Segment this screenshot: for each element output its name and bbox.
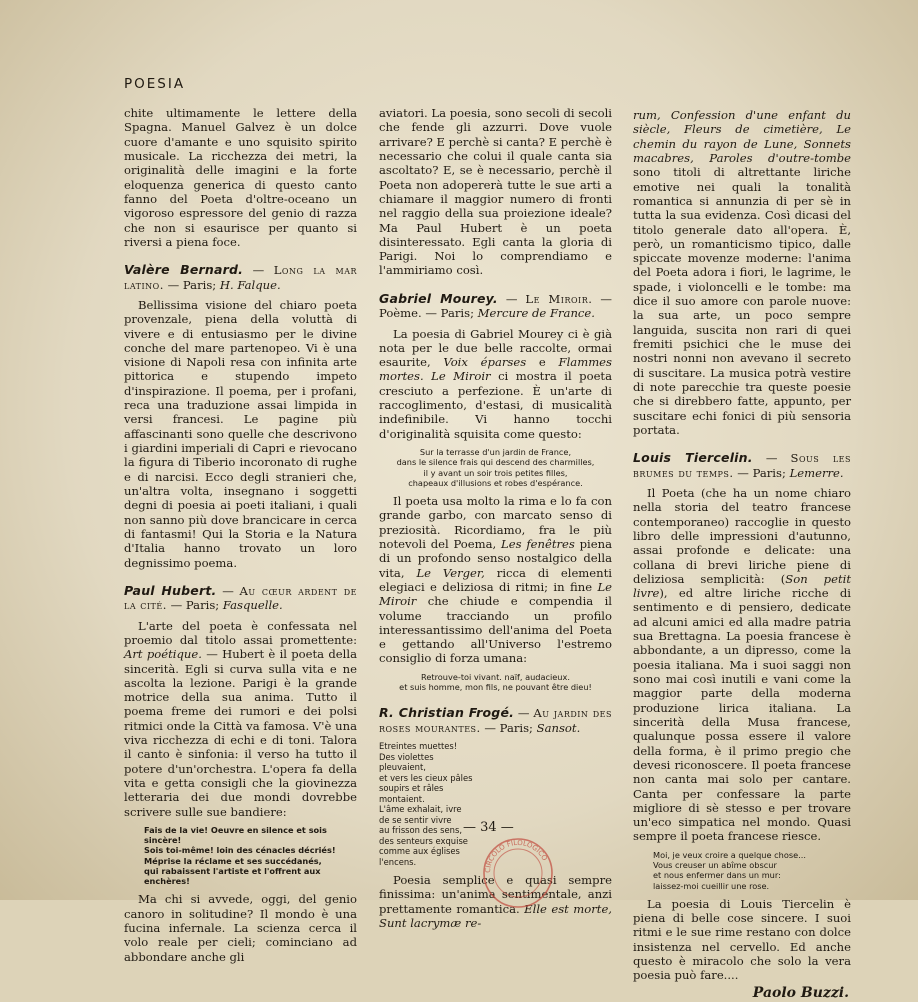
- review-book-title: Long la mar latino.: [124, 263, 357, 292]
- review-publisher: H. Falque.: [219, 277, 281, 292]
- review-author: Gabriel Mourey.: [379, 290, 498, 306]
- review-publisher: Sansot.: [536, 720, 581, 735]
- review-body: La poesia di Gabriel Mourey ci è già nota per le due belle raccolte, ormai esaurite, Voix éparses e Flammes mortes. Le Miroir ci mostra il poeta cresciuto a perfezione. È un'arte di raccoglimento, d'estasi, di musicalità indefinibile. Vi hanno tocchi d'originalità squisita come questo:: [379, 326, 613, 441]
- column-1: [124, 106, 357, 964]
- review-author: Louis Tiercelin.: [633, 450, 753, 466]
- library-stamp: [478, 833, 558, 913]
- column-3: [633, 108, 851, 1002]
- quoted-verse: Moi, je veux croire a quelque chose... Vous creuser un abîme obscur et nous enfermer dans un mur: laissez-moi cueillir une rose.: [653, 849, 806, 891]
- quoted-poem: Etreintes muettes! Des violettes pleuvaient, et vers les cieux pâles soupirs et râles montaient. L'âme exhalait, ivre de se sentir vivre au frisson des sens, des senteurs exquise comme aux églises l'encens.: [379, 741, 473, 867]
- review-mourey: Gabriel Mourey. — Le Miroir. — Poème. — Paris; Mercure de France. La poesia di Gabriel Mourey ci è già nota per le due belle raccolte, ormai esaurite, Voix éparses e Flammes mortes. Le Miroir ci mostra il poeta cresciuto a perfezione. È un'arte di raccoglimento, d'estasi, di musicalità indefinibile. Vi hanno tocchi d'originalità squisita come questo: Sur la terrasse d'un jardin de France, dans le silence frais qui descend des charmilles, il y avant un soir trois petites filles, chapeaux d'illusions et robes d'espérance. Il poeta usa molto la rima e lo fa con grande garbo, con marcato senso di preziosità. Ricordiamo, fra le più notevoli del Poema, Les fenêtres piena di un profondo senso nostalgico della vita, Le Verger, ricca di elementi elegiaci e deliziosa di ritmi; in fine Le Miroir che chiude e compendia il volume tracciando un profilo interessantissimo dell'anima del Poeta e gettando all'Universo l'estremo consiglio di forza umana: Retrouve-toi vivant. naïf, audacieux. et suis homme, mon fils, ne pouvant être dieu!: [379, 290, 613, 692]
- review-bernard: Valère Bernard. — Long la mar latino. — Paris; H. Falque. Bellissima visione del chiaro poeta provenzale, piena della voluttà di vivere e di entusiasmo per le divine conche del mare partenopeo. Vi è una visione di Napoli resa con infinita arte pittorica e stupendo impeto d'inspirazione. Il poema, per i profani, reca una traduzione assai limpida in versi francesi. Le pagine più affascinanti sono quelle che descrivono i giardini imperiali di Capri e rievocano la figura di Tiberio incoronato di rughe e di narcisi. Ecco degli stranieri che, un'altra volta, insegnano i soggetti degni di poesia ai poeti italiani, i quali non sanno più dove brancicare in cerca di fantasmi! Qui la Storia e la Natura d'Italia hanno trovato un loro degnissimo poema.: [124, 262, 357, 570]
- review-publisher: Lemerre.: [789, 465, 844, 480]
- review-froge: R. Christian Frogé. — Au jardin des roses mourantes. — Paris; Sansot. Etreintes muettes! Des violettes pleuvaient, et vers les cieux pâles soupirs et râles montaient. L'âme exhalait, ivre de se sentir vivre au frisson des sens, des senteurs exquise comme aux églises l'encens. Poesia semplice e quasi sempre finissima: un'anima sentimentale, anzi prettamente romantica. Elle est morte, Sunt lacrymæ re-: [379, 705, 612, 930]
- stamp-text: CIRCOLO FILOLOGICO: [483, 838, 549, 874]
- review-book-title: Au jardin des roses mourantes.: [379, 706, 612, 735]
- col2-intro-paragraph: aviatori. La poesia, sono secoli di secoli che fende gli azzurri. Dove vuole arrivare? E perchè si canta? E perchè è necessario che colui il quale canta sia ascoltato? E, se è necessario, perchè il Poeta non adopererà tutte le sue arti a chiamare il maggior numero di fronti nel raggio della sua proiezione ideale? Ma Paul Hubert è un poeta disinteressato. Egli canta la gloria di Parigi. Noi lo comprendiamo e l'ammiriamo così.: [379, 106, 612, 278]
- col3-intro-paragraph: rum, Confession d'une enfant du siècle, Fleurs de cimetière, Le chemin du rayon de Lune, Sonnets macabres, Paroles d'outre-tombe sono titoli di altrettante liriche emotive nei quali la tonalità romantica si annunzia di per sè in tutta la sua evidenza. Così dicasi del titolo generale dato all'opera. È, però, un romanticismo tipico, dalle spiccate movenze moderne: l'anima del Poeta adora i fiori, le lagrime, le spade, i violoncelli e le tombe: ma dice il suo amore con parole nuove: la sua arte, un poco sempre languida, suscita non rari di quei fremiti psichici che le muse dei nostri nonni non avevano il secreto di suscitare. La musica potrà vestire di note parecchie tra queste poesie che si direbbero fatte, appunto, per suscitare echi fonici di più sensoria portata.: [633, 108, 851, 437]
- review-author: Paul Hubert.: [124, 582, 217, 598]
- svg-text:CIRCOLO FILOLOGICO: [484, 839, 549, 873]
- author-signature: Paolo Buzzi.: [752, 984, 849, 1001]
- page-number: — 34 —: [463, 820, 514, 835]
- review-tiercelin: Louis Tiercelin. — Sous les brumes du temps. — Paris; Lemerre. Il Poeta (che ha un nome chiaro nella storia del teatro francese contemporaneo) raccoglie in questo libro delle impressioni d'autunno, assai profonde e delicate: una collana di brevi liriche piene di deliziosa semplicità: (Son petit livre), ed altre liriche ricche di sentimento e di pensiero, dedicate ad alcuni amici ed alla madre patria sua Brettagna. La poesia francese è abbondante, a un dipresso, come la poesia italiana. Ma i suoi saggi non sono mai così inutili e vani come la maggior parte della moderna produzione lirica italiana. La sincerità della Musa francese, qualunque possa essere il valore della forma, è il primo pregio che devesi riconoscere. Il poeta francese non canta mai solo per cantare. Canta per confessare la parte migliore di sè stesso e per trovare un'eco simpatica nel mondo. Quasi sempre il poeta francese riesce. Moi, je veux croire a quelque chose... Vous creuser un abîme obscur et nous enfermer dans un mur: laissez-moi cueillir une rose. La poesia di Louis Tiercelin è piena di belle cose sincere. I suoi ritmi e le sue rime restano con dolce insistenza nel cervello. Ed anche questo è miracolo che solo la vera poesia può fare....: [633, 450, 851, 983]
- column-2: [379, 106, 612, 930]
- review-body: Bellissima visione del chiaro poeta provenzale, piena della voluttà di vivere e di entusiasmo per le divine conche del mare partenopeo. Vi è una visione di Napoli resa con infinita arte pittorica e stupendo impeto d'inspirazione. Il poema, per i profani, reca una traduzione assai limpida in versi francesi. Le pagine più affascinanti sono quelle che descrivono i giardini imperiali di Capri e rievocano la figura di Tiberio incoronato di rughe e di narcisi. Ecco degli stranieri che, un'altra volta, insegnano i soggetti degni di poesia ai poeti italiani, i quali non sanno più dove brancicare in cerca di fantasmi! Qui la Storia e la Natura d'Italia hanno trovato un loro degnissimo poema.: [124, 297, 357, 570]
- review-publisher: Fasquelle.: [222, 598, 283, 613]
- review-hubert: Paul Hubert. — Au cœur ardent de la cité. — Paris; Fasquelle. L'arte del poeta è confessata nel proemio dal titolo assai promettente: Art poétique. — Hubert è il poeta della sincerità. Egli si curva sulla vita e ne ascolta la lezione. Parigi è la grande motrice della sua anima. Tutto il poema freme dei rumori e dei polsi ritmici onde la Città va famosa. V'è una viva ricchezza di echi e di toni. Talora il canto è sinfonia: il verso ha tutto il potere d'un'orchestra. L'opera fa della vita e getta consigli che la giovinezza letteraria dei due mondi dovrebbe scrivere sulle sue bandiere: Fais de la vie! Oeuvre en silence et sois sincère! Sois toi-même! loin des cénacles décriés! Méprise la réclame et ses succédanés, qui rabaissent l'artiste et l'offrent aux enchères! Ma chi si avvede, oggi, del genio canoro in solitudine? Il mondo è una fucina infernale. La scienza cerca il volo reale per cieli; cominciano ad abbondare anche gli: [124, 582, 357, 964]
- review-body: Il Poeta (che ha un nome chiaro nella storia del teatro francese contemporaneo) raccoglie in questo libro delle impressioni d'autunno, assai profonde e delicate: una collana di brevi liriche piene di deliziosa semplicità: (Son petit livre), ed altre liriche ricche di sentimento e di pensiero, dedicate ad alcuni amici ed alla madre patria sua Brettagna. La poesia francese è abbondante, a un dipresso, come la poesia italiana. Ma i suoi saggi non sono mai così inutili e vani come la maggior parte della moderna produzione lirica italiana. La sincerità della Musa francese, qualunque possa essere il valore della forma, è il primo pregio che devesi riconoscere. Il poeta francese non canta mai solo per cantare. Canta per confessare la parte migliore di sè stesso e per trovare un'eco simpatica nel mondo. Quasi sempre il poeta francese riesce.: [633, 485, 851, 844]
- review-body-continued: La poesia di Louis Tiercelin è piena di belle cose sincere. I suoi ritmi e le sue rime restano con dolce insistenza nel cervello. Ed anche questo è miracolo che solo la vera poesia può fare....: [633, 896, 851, 983]
- review-author: R. Christian Frogé.: [379, 705, 515, 721]
- journal-title: POESIA: [124, 76, 186, 92]
- review-body-continued: Il poeta usa molto la rima e lo fa con grande garbo, con marcato senso di preziosità. Ricordiamo, fra le più notevoli del Poema, Les fenêtres piena di un profondo senso nostalgico della vita, Le Verger, ricca di elementi elegiaci e deliziosa di ritmi; in fine Le Miroir che chiude e compendia il volume tracciando un profilo interessantissimo dell'anima del Poeta e gettando all'Universo l'estremo consiglio di forza umana:: [379, 494, 613, 666]
- review-book-title: Sous les brumes du temps.: [633, 451, 851, 480]
- review-body-continued: Ma chi si avvede, oggi, del genio canoro in solitudine? Il mondo è una fucina infernale. La scienza cerca il volo reale per cieli; cominciano ad abbondare anche gli: [124, 892, 357, 964]
- review-book-title: Le Miroir.: [525, 291, 593, 306]
- review-body: Poesia semplice e quasi sempre finissima: un'anima sentimentale, anzi prettamente romantica. Elle est morte, Sunt lacrymæ re-: [379, 873, 612, 930]
- review-body: L'arte del poeta è confessata nel proemio dal titolo assai promettente: Art poétique. — Hubert è il poeta della sincerità. Egli si curva sulla vita e ne ascolta la lezione. Parigi è la grande motrice della sua anima. Tutto il poema freme dei rumori e dei polsi ritmici onde la Città va famosa. V'è una viva ricchezza di echi e di toni. Talora il canto è sinfonia: il verso ha tutto il potere d'un'orchestra. L'opera fa della vita e getta consigli che la giovinezza letteraria dei due mondi dovrebbe scrivere sulle sue bandiere:: [124, 618, 357, 819]
- review-publisher: Mercure de France.: [477, 306, 595, 321]
- review-book-title: Au cœur ardent de la cité.: [124, 583, 357, 613]
- review-author: Valère Bernard.: [124, 262, 244, 278]
- quoted-verse: Sur la terrasse d'un jardin de France, dans le silence frais qui descend des charmilles, il y avant un soir trois petites filles, chapeaux d'illusions et robes d'espérance.: [396, 447, 595, 488]
- col1-intro-paragraph: chite ultimamente le lettere della Spagna. Manuel Galvez è un dolce cuore d'amante e uno squisito spirito musicale. La ricchezza dei metri, la originalità delle imagini e la forte eloquenza generica di questo canto fanno del Poeta d'oltre-oceano un vigoroso espressore del genio di razza che non si esaurisce per quanto si riversi a piena foce.: [124, 106, 357, 249]
- quoted-verse: Retrouve-toi vivant. naïf, audacieux. et suis homme, mon fils, ne pouvant être dieu!: [399, 671, 592, 692]
- quoted-verse: Fais de la vie! Oeuvre en silence et sois sincère! Sois toi-même! loin des cénacles décriés! Méprise la réclame et ses succédanés, qui rabaissent l'artiste et l'offrent aux enchères!: [144, 824, 336, 887]
